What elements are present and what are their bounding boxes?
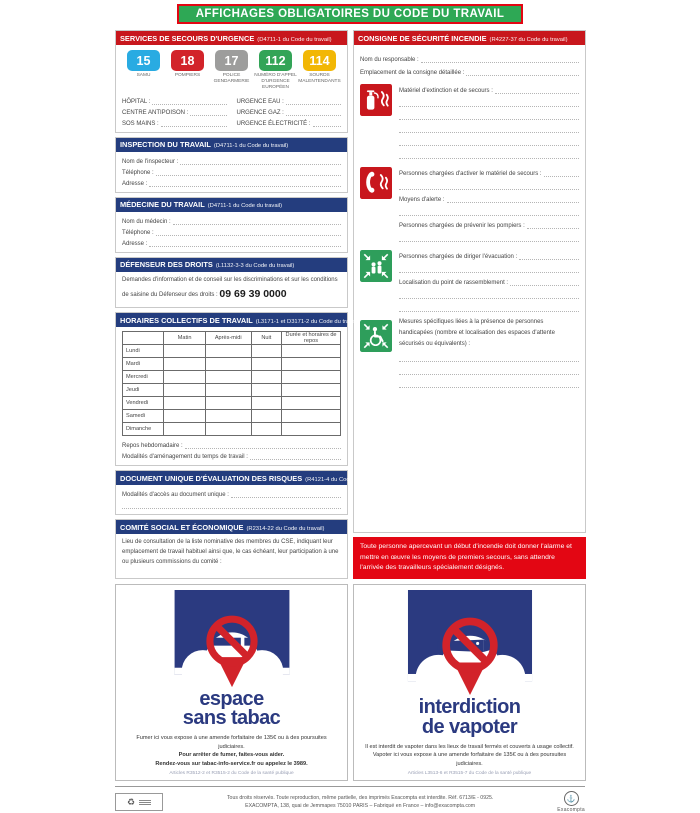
blank-row	[399, 349, 579, 362]
blank-row	[399, 107, 579, 120]
blank-write-line	[399, 353, 579, 362]
blank-write-line	[286, 107, 341, 116]
field-point-rassemblement	[399, 273, 579, 286]
day-label: Vendredi	[123, 397, 164, 410]
poster-title	[419, 698, 521, 737]
schedule-cell	[205, 397, 251, 410]
field-materiel-extinction	[399, 81, 579, 94]
field-label: Personnes chargées de diriger l'évacuation :	[399, 254, 518, 260]
emergency-number-pompiers	[166, 50, 209, 91]
day-label: Mercredi	[123, 371, 164, 384]
document-unique-fields	[116, 485, 347, 514]
poster-legal-text	[362, 743, 577, 777]
schedule-cell	[164, 371, 205, 384]
bottom-posters	[115, 584, 585, 781]
col-repos: Durée et horaires de repos	[282, 332, 341, 345]
incendie-section-alerte	[360, 164, 579, 242]
field-label: Localisation du point de rassemblement :	[399, 280, 509, 286]
schedule-cell	[205, 358, 251, 371]
blank-write-line	[421, 54, 579, 63]
blank-write-line	[399, 137, 579, 146]
schedule-row	[123, 371, 341, 384]
blank-row	[399, 146, 579, 159]
samu-label: SAMU	[136, 73, 151, 78]
schedule-cell	[164, 410, 205, 423]
schedule-cell	[251, 410, 282, 423]
blank-write-line	[190, 107, 226, 116]
blank-row	[399, 299, 579, 312]
schedule-cell	[164, 423, 205, 436]
field-label: Modalités d'aménagement du temps de travail :	[122, 454, 248, 461]
field-telephone	[122, 165, 341, 176]
schedule-cell	[164, 345, 205, 358]
blank-write-line	[231, 489, 341, 498]
section-inspection-travail	[115, 137, 348, 193]
field-adresse	[122, 236, 341, 247]
schedule-cell	[251, 371, 282, 384]
schedule-table	[122, 331, 341, 436]
section-header	[116, 471, 380, 485]
field-label: SOS MAINS :	[122, 120, 159, 127]
blank-row	[399, 286, 579, 299]
blank-row	[399, 94, 579, 107]
blank-write-line	[286, 96, 341, 105]
incendie-section-handicap	[360, 317, 579, 388]
emergency-number-police	[210, 50, 253, 91]
blank-write-line	[185, 440, 341, 449]
field-label: Téléphone :	[122, 229, 154, 236]
fire-extinguisher-icon	[360, 81, 392, 159]
field-label: Emplacement de la consigne détaillée :	[360, 70, 465, 76]
field-sos-mains	[122, 116, 227, 127]
blank-write-line	[399, 181, 579, 190]
field-activer-materiel	[399, 164, 579, 177]
schedule-cell	[164, 358, 205, 371]
section-header-title: SERVICES DE SECOURS D'URGENCE	[120, 33, 255, 43]
field-adresse	[122, 176, 341, 187]
recycling-certification-icon	[115, 793, 163, 811]
brand-name: Exacompta	[557, 807, 585, 813]
section-header-ref: (D4711-1 du Code du travail)	[207, 203, 283, 210]
recycle-glyph-icon: ♻	[126, 796, 136, 807]
field-repos-hebdomadaire	[122, 438, 341, 449]
blank-write-line	[510, 277, 579, 286]
police-number-badge: 17	[215, 50, 248, 71]
section-services-secours	[115, 30, 348, 133]
brand-crest-icon: ⚓	[564, 791, 579, 806]
field-responsable	[360, 50, 579, 63]
blank-write-line	[527, 220, 579, 229]
schedule-cell	[282, 410, 341, 423]
blank-write-line	[313, 118, 341, 127]
medecine-fields	[116, 212, 347, 252]
samu-number-badge: 15	[127, 50, 160, 71]
emergency-number-samu	[122, 50, 165, 91]
contact-fields-right	[237, 94, 342, 127]
schedule-notes	[116, 438, 347, 465]
day-label: Jeudi	[123, 384, 164, 397]
inspection-fields	[116, 152, 347, 192]
footer-rights-line: Tous droits réservés. Toute reproduction, même partielle, des imprimés Exacompta est interdite. Réf. 6713/E - 0925.	[226, 794, 494, 801]
schedule-cell	[282, 371, 341, 384]
field-urgence-electricite	[237, 116, 342, 127]
field-urgence-eau	[237, 94, 342, 105]
section-header-title: INSPECTION DU TRAVAIL	[120, 140, 211, 150]
field-label: URGENCE ÉLECTRICITÉ :	[236, 120, 311, 127]
fine-warning-line: Vapoter ici vous expose à une amende forfaitaire de 135€ ou à des poursuites judiciaires.	[372, 752, 567, 767]
poster-title-line2: sans tabac	[182, 707, 281, 730]
field-moyens-alerte	[399, 190, 579, 203]
field-urgence-gaz	[237, 105, 342, 116]
blank-write-line	[519, 251, 579, 260]
blank-row	[122, 498, 341, 509]
schedule-cell	[282, 358, 341, 371]
blank-write-line	[149, 178, 341, 187]
pompiers-number-badge: 18	[171, 50, 204, 71]
schedule-row	[123, 410, 341, 423]
footer-legal-text	[175, 794, 545, 811]
blank-write-line	[399, 379, 579, 388]
field-label: Personnes chargées de prévenir les pompiers :	[399, 223, 525, 229]
blank-write-line	[399, 290, 579, 299]
section-header-title: CONSIGNE DE SÉCURITÉ INCENDIE	[358, 33, 487, 43]
blank-write-line	[399, 233, 579, 242]
schedule-cell	[251, 345, 282, 358]
blank-write-line	[161, 118, 227, 127]
schedule-header-row	[123, 332, 341, 345]
section-header-ref: (L3171-1 et D3171-2 du Code du travail)	[255, 318, 360, 325]
blank-write-line	[122, 500, 341, 509]
blank-write-line	[156, 227, 341, 236]
no-vaping-poster	[353, 584, 586, 781]
deaf-number-badge: 114	[303, 50, 336, 71]
poster-title-line2: de vapoter	[421, 716, 518, 739]
blank-write-line	[399, 150, 579, 159]
evacuation-lines	[399, 247, 579, 312]
field-label: Adresse :	[122, 180, 148, 187]
handicap-lines	[399, 317, 579, 388]
emergency-number-112	[254, 50, 297, 91]
emergency-numbers	[116, 45, 347, 93]
field-label: Nom de l'inspecteur :	[122, 158, 179, 165]
section-header-ref: (D4711-1 du Code du travail)	[257, 36, 332, 43]
police-label: POLICE GENDARMERIE	[213, 73, 250, 84]
section-header	[116, 138, 347, 152]
section-header-title: COMITÉ SOCIAL ET ÉCONOMIQUE	[120, 522, 244, 532]
section-header	[116, 520, 347, 534]
section-header-ref: (R4121-4 du Code du travail)	[305, 476, 380, 483]
no-smoking-pictogram	[153, 590, 311, 698]
schedule-row	[123, 345, 341, 358]
articles-reference: Articles R3512-2 et R3515-2 du Code de la santé publique	[169, 770, 294, 776]
section-header	[116, 31, 347, 45]
blank-write-line	[495, 85, 579, 94]
field-inspecteur	[122, 154, 341, 165]
schedule-row	[123, 423, 341, 436]
help-line: Pour arrêter de fumer, faites-vous aider.	[178, 752, 285, 759]
right-column	[353, 30, 586, 579]
section-header-title: DÉFENSEUR DES DROITS	[120, 260, 213, 270]
incendie-section-evacuation	[360, 247, 579, 312]
schedule-row	[123, 358, 341, 371]
page-footer	[115, 786, 585, 813]
no-smoking-poster	[115, 584, 348, 781]
field-label: Nom du médecin :	[122, 218, 171, 225]
blank-row	[399, 362, 579, 375]
schedule-cell	[282, 423, 341, 436]
day-label: Samedi	[123, 410, 164, 423]
assembly-point-icon	[360, 247, 392, 312]
field-hopital	[122, 94, 227, 105]
section-medecine-travail	[115, 197, 348, 253]
blank-row	[399, 120, 579, 133]
section-defenseur-droits	[115, 257, 348, 308]
schedule-cell	[164, 397, 205, 410]
interdiction-line: Il est interdit de vapoter dans les lieux de travail fermés et couverts à usage collectif.	[365, 743, 574, 750]
field-mesures-handicap: Mesures spécifiques liées à la présence de personnes handicapées (nombre et localisation des espaces d'attente sécurisés ou équivalents) :	[399, 319, 555, 347]
section-header	[354, 31, 585, 45]
poster-title-line1: espace	[199, 687, 264, 710]
poster-title	[182, 687, 281, 730]
section-header	[116, 198, 347, 212]
day-label: Lundi	[123, 345, 164, 358]
field-label: HÔPITAL :	[122, 98, 151, 105]
field-label: Téléphone :	[122, 169, 154, 176]
blank-write-line	[173, 216, 341, 225]
page-title: AFFICHAGES OBLIGATOIRES DU CODE DU TRAVAIL	[177, 4, 523, 24]
schedule-cell	[251, 423, 282, 436]
field-label: CENTRE ANTIPOISON :	[122, 109, 189, 116]
schedule-cell	[205, 423, 251, 436]
materiel-lines	[399, 81, 579, 159]
blank-row	[399, 203, 579, 216]
field-label: Repos hebdomadaire :	[122, 443, 183, 450]
no-vaping-pictogram	[391, 590, 549, 706]
exacompta-emblem-icon	[557, 791, 585, 813]
schedule-cell	[205, 410, 251, 423]
blank-write-line	[399, 111, 579, 120]
defenseur-text	[116, 272, 347, 307]
field-label: Nom du responsable :	[360, 57, 419, 63]
blank-write-line	[544, 168, 579, 177]
service-line: Rendez-vous sur tabac-info-service.fr ou appelez le 3989.	[155, 760, 308, 767]
blank-write-line	[399, 98, 579, 107]
pompiers-label: POMPIERS	[174, 73, 201, 78]
schedule-cell	[282, 384, 341, 397]
schedule-cell	[164, 384, 205, 397]
contact-fields-left	[122, 94, 227, 127]
alerte-lines	[399, 164, 579, 242]
blank-write-line	[180, 156, 341, 165]
section-header	[116, 258, 347, 272]
field-label: Moyens d'alerte :	[399, 197, 445, 203]
schedule-cell	[205, 345, 251, 358]
blank-row	[399, 375, 579, 388]
section-header-ref: (L1132-3-3 du Code du travail)	[215, 263, 295, 270]
section-consigne-incendie	[353, 30, 586, 533]
blank-write-line	[149, 238, 341, 247]
field-telephone	[122, 225, 341, 236]
field-prevenir-pompiers	[399, 216, 579, 229]
schedule-cell	[205, 371, 251, 384]
blank-write-line	[399, 207, 579, 216]
eu-emergency-number-badge: 112	[259, 50, 292, 71]
schedule-cell	[251, 397, 282, 410]
section-header-title: DOCUMENT UNIQUE D'ÉVALUATION DES RISQUES	[120, 473, 303, 483]
fine-warning-line: Fumer ici vous expose à une amende forfaitaire de 135€ ou à des poursuites judiciaires.	[136, 734, 327, 750]
defenseur-description: Demandes d'information et de conseil sur les discriminations et sur les conditions de saisine du Défenseur des droits :	[122, 276, 338, 298]
schedule-cell	[251, 358, 282, 371]
section-header-ref: (D4711-1 du Code du travail)	[213, 143, 289, 150]
field-label: Modalités d'accès au document unique :	[122, 492, 229, 499]
section-header	[116, 313, 360, 327]
fire-warning-notice: Toute personne apercevant un début d'incendie doit donner l'alarme et mettre en œuvre les moyens de premiers secours, sans attendre l'arrivée des travailleurs spécialement désignés.	[353, 537, 586, 579]
section-header-title: HORAIRES COLLECTIFS DE TRAVAIL	[120, 315, 253, 325]
incendie-section-materiel	[360, 81, 579, 159]
section-document-unique	[115, 470, 380, 515]
emergency-contact-fields	[116, 93, 347, 132]
field-label: Adresse :	[122, 240, 148, 247]
section-horaires-collectifs	[115, 312, 360, 466]
schedule-cell	[282, 397, 341, 410]
blank-write-line	[399, 124, 579, 133]
left-column	[115, 30, 380, 579]
blank-write-line	[156, 167, 341, 176]
blank-write-line	[399, 303, 579, 312]
blank-write-line	[152, 96, 226, 105]
blank-write-line	[399, 264, 579, 273]
eu-emergency-label: NUMÉRO D'APPEL D'URGENCE EUROPÉEN	[254, 73, 297, 90]
schedule-row	[123, 397, 341, 410]
col-nuit: Nuit	[251, 332, 282, 345]
section-header-ref: (R2314-22 du Code du travail)	[246, 525, 325, 532]
blank-row	[399, 177, 579, 190]
field-antipoison	[122, 105, 227, 116]
cse-text: Lieu de consultation de la liste nominative des membres du CSE, indiquant leur emplacement de travail habituel ainsi que, le cas échéant, leur participation à une ou plusieurs commissions du comité :	[122, 539, 339, 566]
section-header-title: MÉDECINE DU TRAVAIL	[120, 200, 205, 210]
field-diriger-evacuation	[399, 247, 579, 260]
blank-write-line	[250, 451, 341, 460]
blank-row	[399, 133, 579, 146]
day-label: Mardi	[123, 358, 164, 371]
field-amenagement	[122, 449, 341, 460]
accessible-refuge-icon	[360, 317, 392, 388]
articles-reference: Articles L3513-6 et R3515-7 du Code de la santé publique	[407, 770, 532, 776]
alarm-phone-icon	[360, 164, 392, 242]
poster-title-line1: interdiction	[418, 696, 521, 719]
incendie-body	[354, 45, 585, 532]
field-label: URGENCE EAU :	[236, 98, 284, 105]
blank-write-line	[399, 366, 579, 375]
blank-row	[399, 229, 579, 242]
schedule-cell	[282, 345, 341, 358]
schedule-cell	[205, 384, 251, 397]
section-header-ref: (R4227-37 du Code du travail)	[489, 36, 568, 43]
field-medecin	[122, 214, 341, 225]
blank-row	[399, 260, 579, 273]
content-columns	[115, 30, 585, 579]
col-matin: Matin	[164, 332, 205, 345]
schedule-cell	[251, 384, 282, 397]
deaf-label: SOURDS MALENTENDANTS	[298, 73, 341, 84]
col-empty	[123, 332, 164, 345]
blank-write-line	[447, 194, 579, 203]
day-label: Dimanche	[123, 423, 164, 436]
schedule-row	[123, 384, 341, 397]
field-label: URGENCE GAZ :	[236, 109, 284, 116]
poster-legal-text	[124, 734, 339, 777]
field-label: Personnes chargées d'activer le matériel de secours :	[399, 171, 542, 177]
col-apres-midi: Après-midi	[205, 332, 251, 345]
footer-address-line: EXACOMPTA, 138, quai de Jemmapes 75010 PARIS – Fabriqué en France – info@exacompta.com	[245, 803, 476, 810]
section-cse	[115, 519, 348, 579]
field-modalites-acces	[122, 487, 341, 498]
blank-write-line	[466, 67, 579, 76]
field-label: Matériel d'extinction et de secours :	[399, 88, 493, 94]
field-emplacement-consigne	[360, 63, 579, 76]
certification-text-lines	[139, 800, 151, 805]
emergency-number-114	[298, 50, 341, 91]
defenseur-phone-number: 09 69 39 0000	[219, 287, 287, 300]
